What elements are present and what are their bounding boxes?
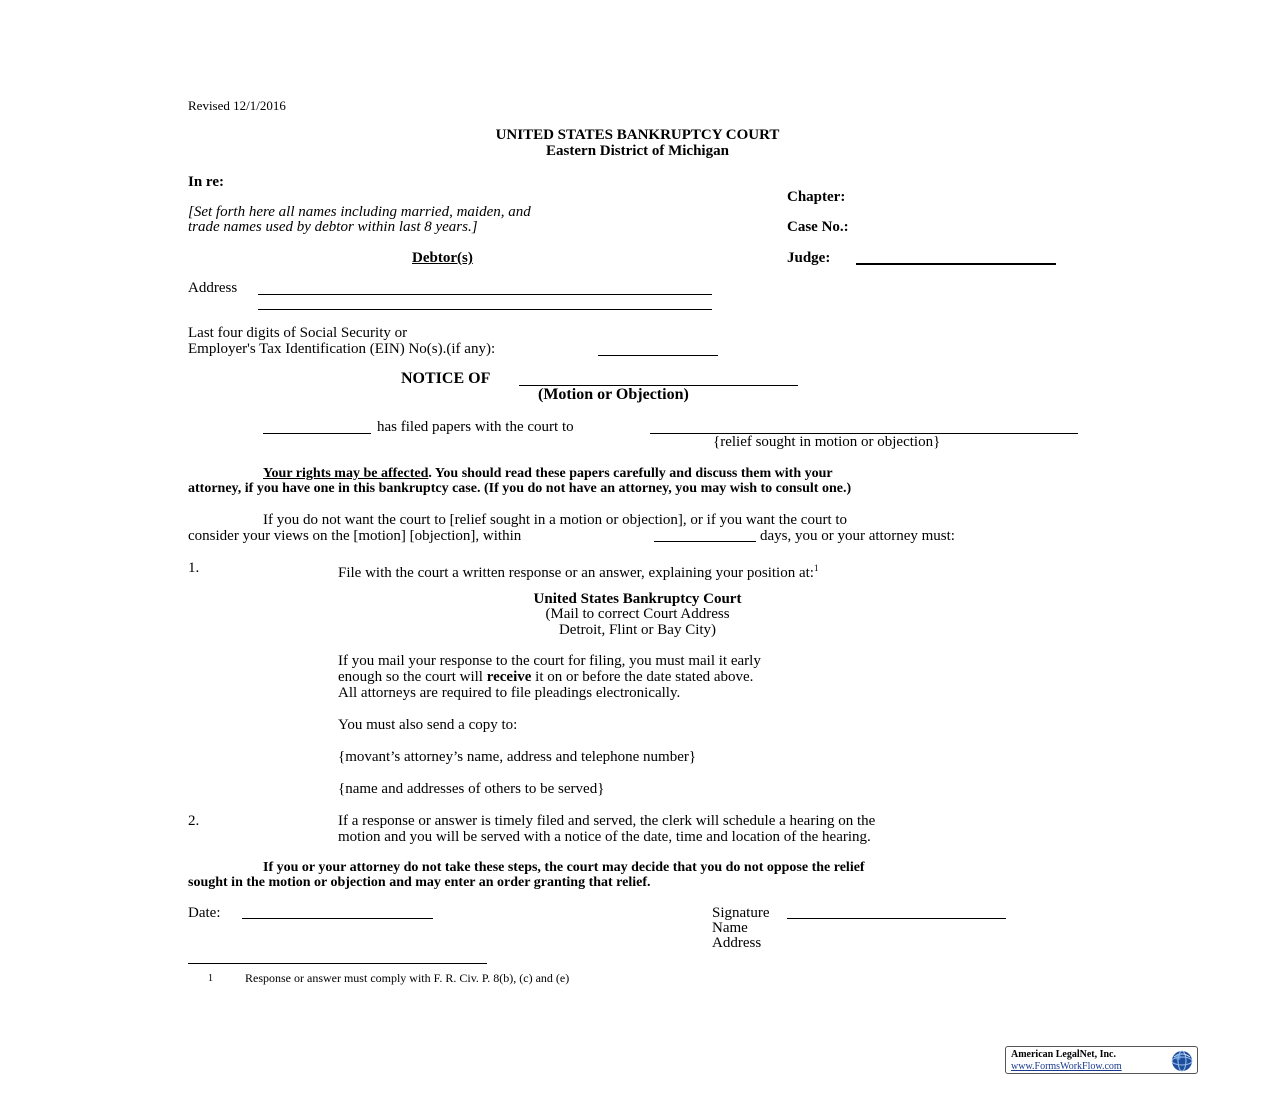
name-label: Name: [712, 920, 748, 936]
relief-hint: {relief sought in motion or objection}: [713, 434, 941, 450]
date-blank[interactable]: [242, 918, 433, 919]
rights-underlined: Your rights may be affected: [263, 466, 429, 481]
days-blank[interactable]: [654, 541, 756, 542]
step1-text-line: [338, 560, 818, 581]
intro-line2-a: consider your views on the [motion] [objection], within: [188, 528, 522, 544]
globe-icon: [1170, 1049, 1194, 1073]
address-blank-line1[interactable]: [258, 294, 712, 295]
step2-line2: motion and you will be served with a notice of the date, time and location of the hearing.: [338, 829, 871, 845]
judge-blank[interactable]: [856, 263, 1056, 265]
rights-line2: attorney, if you have one in this bankruptcy case. (If you do not have an attorney, you may wish to consult one.): [188, 481, 852, 496]
step1-text: File with the court a written response or an answer, explaining your position at:: [338, 565, 814, 581]
rights-rest: . You should read these papers carefully and discuss them with your: [428, 466, 833, 481]
ssn-line1: Last four digits of Social Security or: [188, 325, 408, 341]
court-name: United States Bankruptcy Court: [533, 591, 742, 607]
warning-line1: If you or your attorney do not take these steps, the court may decide that you do not oppose the relief: [263, 860, 865, 875]
signature-blank[interactable]: [787, 918, 1006, 919]
mail-line2-a: enough so the court will: [338, 669, 483, 685]
others-info: {name and addresses of others to be served}: [338, 781, 605, 797]
address-label: Address: [188, 280, 238, 296]
filed-papers-text: has filed papers with the court to: [377, 419, 574, 435]
names-instruction-line2: trade names used by debtor within last 8 years.]: [188, 219, 478, 235]
in-re-label: In re:: [188, 174, 224, 190]
debtor-label: Debtor(s): [412, 250, 473, 266]
movant-info: {movant’s attorney’s name, address and telephone number}: [338, 749, 697, 765]
footnote-separator: [188, 963, 487, 964]
revised-date: Revised 12/1/2016: [188, 98, 286, 113]
mail-line2-b: it on or before the date stated above.: [535, 669, 754, 685]
court-title: UNITED STATES BANKRUPTCY COURT: [495, 127, 780, 143]
signature-address-label: Address: [712, 935, 762, 951]
rights-line1: [263, 466, 833, 482]
mail-line3: All attorneys are required to file pleadings electronically.: [338, 685, 681, 701]
chapter-label: Chapter:: [787, 189, 846, 205]
case-no-label: Case No.:: [787, 219, 849, 235]
footnote-number: 1: [208, 973, 213, 984]
judge-label: Judge:: [787, 250, 831, 266]
district-title: Eastern District of Michigan: [546, 143, 729, 159]
branding-company: American LegalNet, Inc.: [1011, 1049, 1116, 1060]
branding-logo[interactable]: [1005, 1046, 1198, 1074]
address-blank-line2[interactable]: [258, 309, 712, 310]
mail-line2: [338, 669, 753, 685]
footnote-ref: 1: [813, 563, 819, 573]
notice-title: NOTICE OF: [401, 370, 491, 387]
notice-subtitle: (Motion or Objection): [538, 386, 689, 403]
mail-line2-bold: receive: [486, 669, 532, 685]
warning-line2: sought in the motion or objection and may enter an order granting that relief.: [188, 875, 651, 890]
movant-blank[interactable]: [263, 433, 371, 434]
court-cities: Detroit, Flint or Bay City): [558, 622, 717, 638]
step2-line1: If a response or answer is timely filed and served, the clerk will schedule a hearing on the: [338, 813, 876, 829]
date-label: Date:: [188, 905, 221, 921]
ssn-line2: Employer's Tax Identification (EIN) No(s).(if any):: [188, 341, 496, 357]
step2-number: 2.: [188, 813, 200, 829]
step1-number: 1.: [188, 560, 200, 576]
names-instruction-line1: [Set forth here all names including married, maiden, and: [188, 204, 531, 220]
footnote-text: Response or answer must comply with F. R. Civ. P. 8(b), (c) and (e): [245, 971, 570, 985]
signature-label: Signature: [712, 905, 770, 921]
ssn-blank[interactable]: [598, 355, 718, 356]
court-mail: (Mail to correct Court Address: [545, 606, 730, 622]
branding-url[interactable]: www.FormsWorkFlow.com: [1011, 1061, 1122, 1072]
intro-line2-b: days, you or your attorney must:: [760, 528, 955, 544]
copy-to: You must also send a copy to:: [338, 717, 518, 733]
mail-line1: If you mail your response to the court for filing, you must mail it early: [338, 653, 761, 669]
intro-line1: If you do not want the court to [relief sought in a motion or objection], or if you want the court to: [263, 512, 848, 528]
